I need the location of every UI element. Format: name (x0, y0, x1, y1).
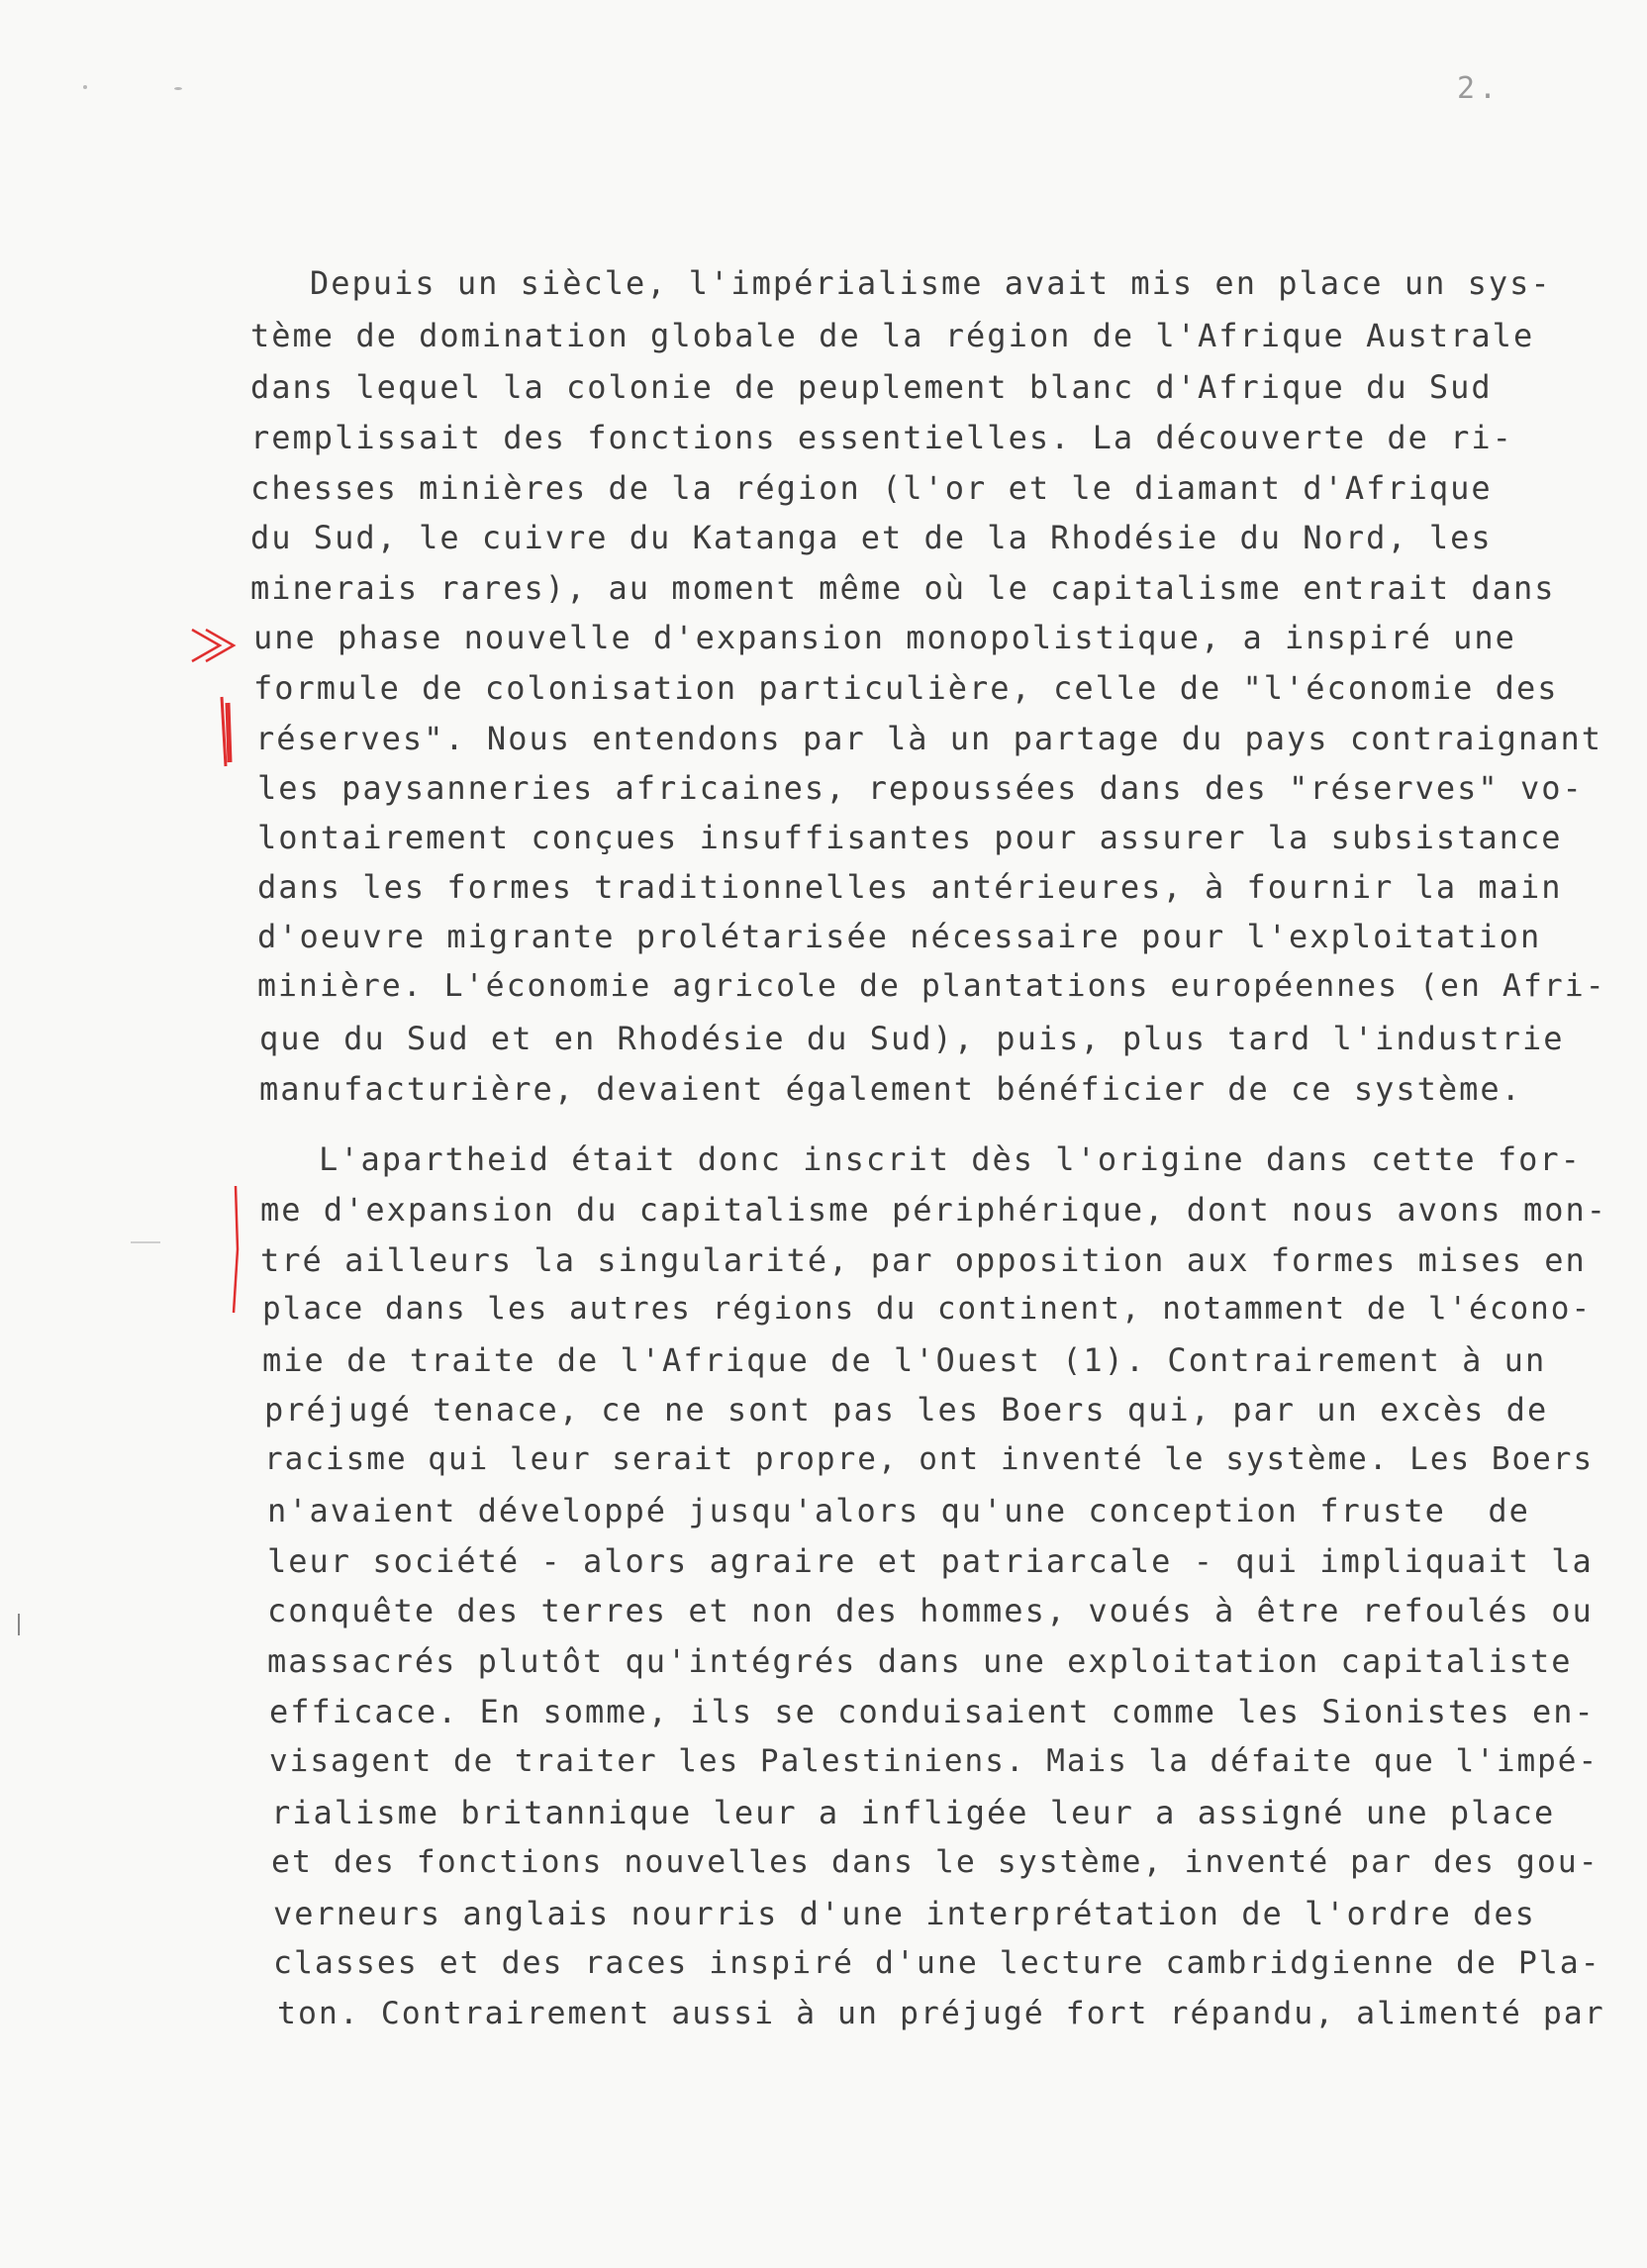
text-line: me d'expansion du capitalisme périphérique, dont nous avons mon- (260, 1191, 1607, 1229)
text-line: rialisme britannique leur a infligée leur a assigné une place (271, 1794, 1556, 1831)
margin-arrow-icon (190, 626, 238, 667)
paper-speck (83, 85, 87, 89)
text-line: d'oeuvre migrante prolétarisée nécessaire pour l'exploitation (257, 918, 1542, 955)
page-number: 2. (1457, 71, 1502, 106)
text-line: Depuis un siècle, l'impérialisme avait mis en place un sys- (310, 264, 1552, 302)
text-line: ton. Contrairement aussi à un préjugé fort répandu, alimenté par (277, 1996, 1605, 2031)
text-line: du Sud, le cuivre du Katanga et de la Rhodésie du Nord, les (250, 519, 1493, 556)
paper-speck (131, 1241, 160, 1243)
text-line: visagent de traiter les Palestiniens. Mais la défaite que l'impé- (269, 1743, 1599, 1779)
text-line: que du Sud et en Rhodésie du Sud), puis, plus tard l'industrie (259, 1020, 1565, 1057)
text-line: réserves". Nous entendons par là un partage du pays contraignant (255, 720, 1602, 757)
margin-bracket-icon (226, 1184, 245, 1317)
text-line: remplissait des fonctions essentielles. La découverte de ri- (250, 419, 1513, 456)
paper-speck (18, 1614, 20, 1635)
text-line: préjugé tenace, ce ne sont pas les Boers qui, par un excès de (264, 1391, 1549, 1429)
text-line: massacrés plutôt qu'intégrés dans une exploitation capitaliste (267, 1642, 1573, 1680)
text-line: minière. L'économie agricole de plantations européennes (en Afri- (257, 968, 1606, 1004)
text-line: une phase nouvelle d'expansion monopolistique, a inspiré une (253, 619, 1516, 656)
text-line: manufacturière, devaient également bénéficier de ce système. (259, 1070, 1522, 1108)
text-line: formule de colonisation particulière, celle de "l'économie des (253, 669, 1559, 707)
text-line: efficace. En somme, ils se conduisaient comme les Sionistes en- (269, 1693, 1596, 1730)
text-line: mie de traite de l'Afrique de l'Ouest (1). Contrairement à un (262, 1341, 1547, 1379)
text-line: les paysanneries africaines, repoussées dans des "réserves" vo- (257, 769, 1584, 807)
text-line: L'apartheid était donc inscrit dès l'origine dans cette for- (319, 1140, 1582, 1178)
text-line: racisme qui leur serait propre, ont inventé le système. Les Boers (264, 1441, 1595, 1477)
text-line: n'avaient développé jusqu'alors qu'une conception fruste de (267, 1492, 1530, 1529)
text-line: lontairement conçues insuffisantes pour assurer la subsistance (257, 819, 1563, 856)
text-line: place dans les autres régions du continent, notamment de l'écono- (262, 1291, 1593, 1327)
text-line: classes et des races inspiré d'une lecture cambridgienne de Pla- (273, 1945, 1601, 1981)
text-line: chesses minières de la région (l'or et le diamant d'Afrique (250, 469, 1493, 507)
text-line: leur société - alors agraire et patriarcale - qui impliquait la (267, 1542, 1594, 1580)
text-line: tème de domination globale de la région de l'Afrique Australe (250, 317, 1535, 354)
text-line: verneurs anglais nourris d'une interprétation de l'ordre des (273, 1895, 1536, 1932)
margin-bar-icon (216, 693, 240, 772)
paper-speck (174, 87, 182, 90)
text-line: et des fonctions nouvelles dans le système, inventé par des gou- (271, 1844, 1599, 1880)
text-line: conquête des terres et non des hommes, voués à être refoulés ou (267, 1592, 1594, 1629)
text-line: dans lequel la colonie de peuplement blanc d'Afrique du Sud (250, 368, 1493, 406)
text-line: tré ailleurs la singularité, par opposition aux formes mises en (260, 1241, 1587, 1279)
text-line: dans les formes traditionnelles antérieures, à fournir la main (257, 868, 1563, 906)
text-line: minerais rares), au moment même où le capitalisme entrait dans (250, 569, 1556, 607)
